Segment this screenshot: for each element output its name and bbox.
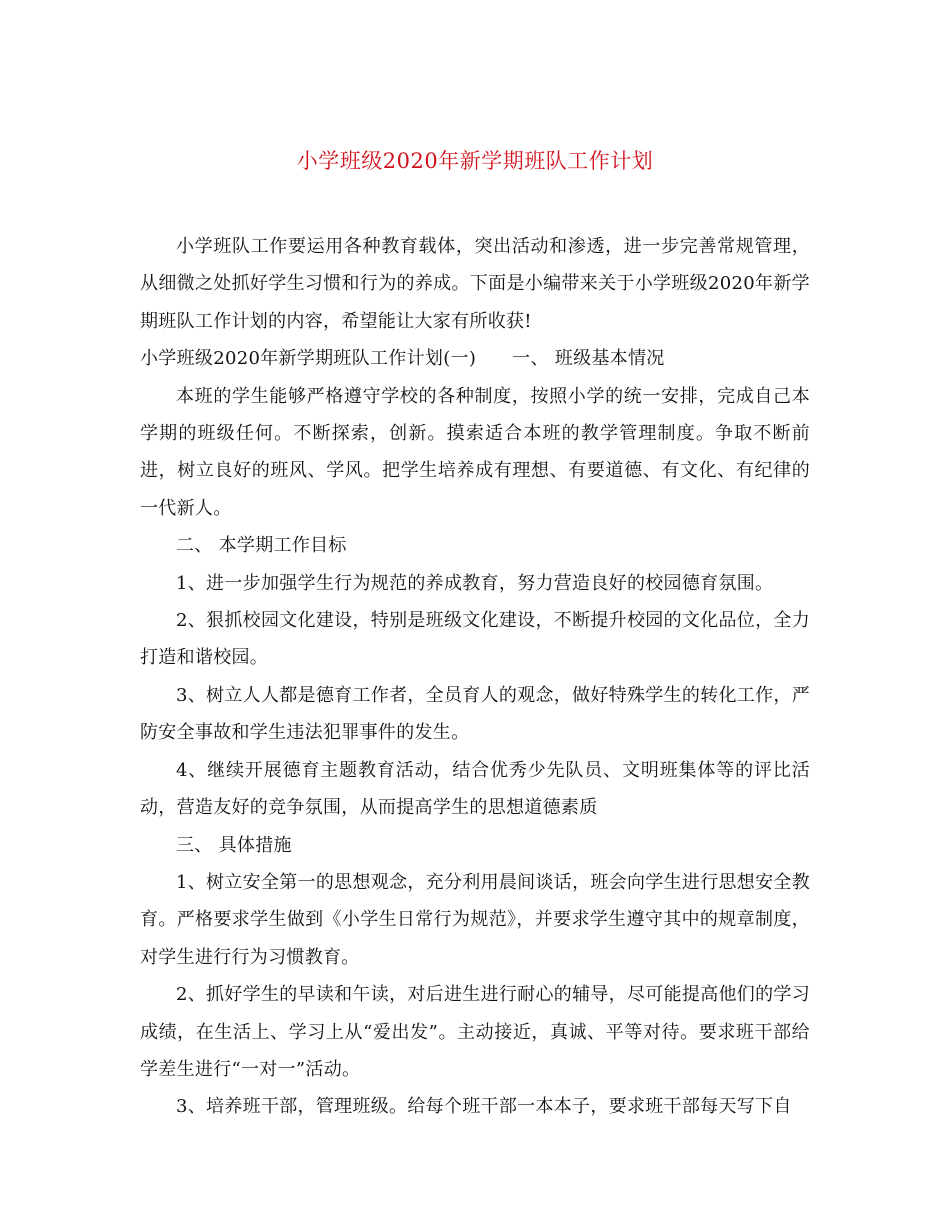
measure-item: 2、抓好学生的早读和午读，对后进生进行耐心的辅导，尽可能提高他们的学习成绩，在生活上、学习上从“爱出发”。主动接近，真诚、平等对待。要求班干部给学差生进行“一对一”活动。 (140, 984, 810, 1080)
intro-paragraph: 小学班队工作要运用各种教育载体，突出活动和渗透，进一步完善常规管理，从细微之处抓好学生习惯和行为的养成。下面是小编带来关于小学班级2020年新学期班队工作计划的内容，希望能让大家有所收获! (140, 236, 810, 332)
goal-item: 4、继续开展德育主题教育活动，结合优秀少先队员、文明班集体等的评比活动，营造友好的竞争氛围，从而提高学生的思想道德素质 (140, 759, 810, 819)
section1-paragraph: 本班的学生能够严格遵守学校的各种制度，按照小学的统一安排，完成自己本学期的班级任何。不断探索，创新。摸索适合本班的教学管理制度。争取不断前进，树立良好的班风、学风。把学生培养成有理想、有要道德、有文化、有纪律的一代新人。 (140, 385, 810, 519)
measure-item: 3、培养班干部，管理班级。给每个班干部一本本子，要求班干部每天写下自 (176, 1096, 792, 1118)
goal-item: 2、狠抓校园文化建设，特别是班级文化建设，不断提升校园的文化品位，全力打造和谐校园。 (140, 610, 810, 669)
section1-heading: 一、 班级基本情况 (512, 348, 665, 370)
section2-heading: 二、 本学期工作目标 (176, 535, 347, 557)
goal-item: 1、进一步加强学生行为规范的养成教育，努力营造良好的校园德育氛围。 (176, 572, 774, 594)
goal-item: 3、树立人人都是德育工作者，全员育人的观念，做好特殊学生的转化工作，严防安全事故和学生违法犯罪事件的发生。 (140, 684, 810, 744)
section3-heading: 三、 具体措施 (176, 834, 292, 856)
measure-item: 1、树立安全第一的思想观念，充分利用晨间谈话，班会向学生进行思想安全教育。严格要求学生做到《小学生日常行为规范》，并要求学生遵守其中的规章制度，对学生进行行为习惯教育。 (140, 871, 810, 968)
document-body (140, 228, 810, 1126)
plan-heading: 小学班级2020年新学期班队工作计划(一) (140, 348, 477, 370)
plan-heading-line (140, 340, 810, 377)
document-title: 小学班级2020年新学期班队工作计划 (296, 149, 654, 173)
